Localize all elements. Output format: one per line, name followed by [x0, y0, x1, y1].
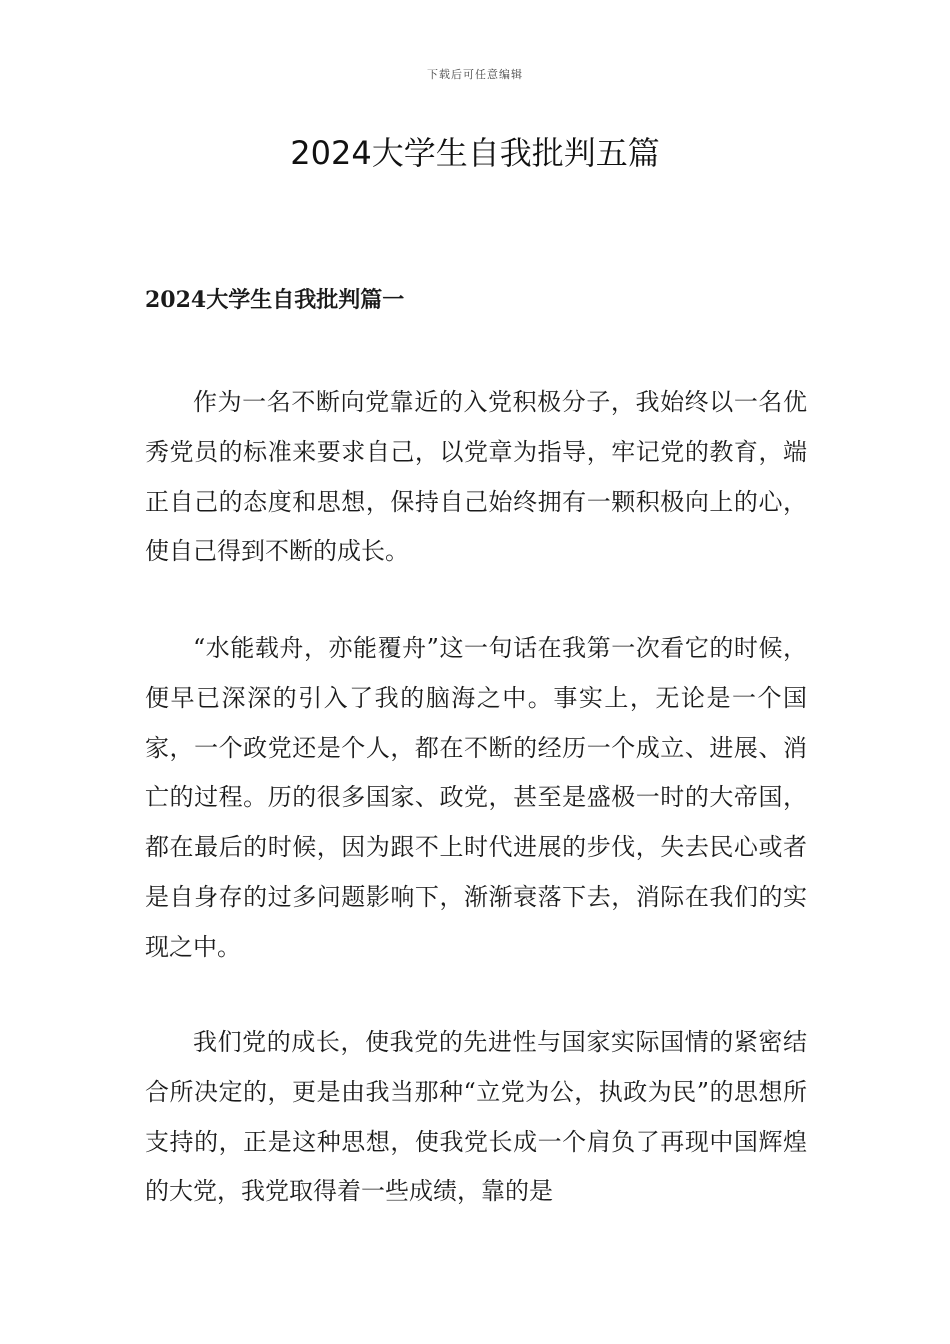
document-title: 2024大学生自我批判五篇 [290, 134, 660, 172]
paragraph-2: “水能载舟，亦能覆舟”这一句话在我第一次看它的时候，便早已深深的引入了我的脑海之中。事实上，无论是一个国家，一个政党还是个人，都在不断的经历一个成立、进展、消亡的过程。历的很多国家、政党，甚至是盛极一时的大帝国，都在最后的时候，因为跟不上时代进展的步伐，失去民心或者是自身存的过多问题影响下，渐渐衰落下去，消际在我们的实现之中。 [145, 634, 807, 961]
paragraph-1: 作为一名不断向党靠近的入党积极分子，我始终以一名优秀党员的标准来要求自己，以党章为指导，牢记党的教育，端正自己的态度和思想，保持自己始终拥有一颗积极向上的心，使自己得到不断的成长。 [145, 388, 807, 566]
paragraph-3: 我们党的成长，使我党的先进性与国家实际国情的紧密结合所决定的，更是由我当那种“立党为公，执政为民”的思想所支持的，正是这种思想，使我党长成一个肩负了再现中国辉煌的大党，我党取得着一些成绩，靠的是 [145, 1028, 807, 1206]
section-heading: 2024大学生自我批判篇一 [145, 287, 405, 313]
header-note: 下载后可任意编辑 [427, 68, 523, 81]
